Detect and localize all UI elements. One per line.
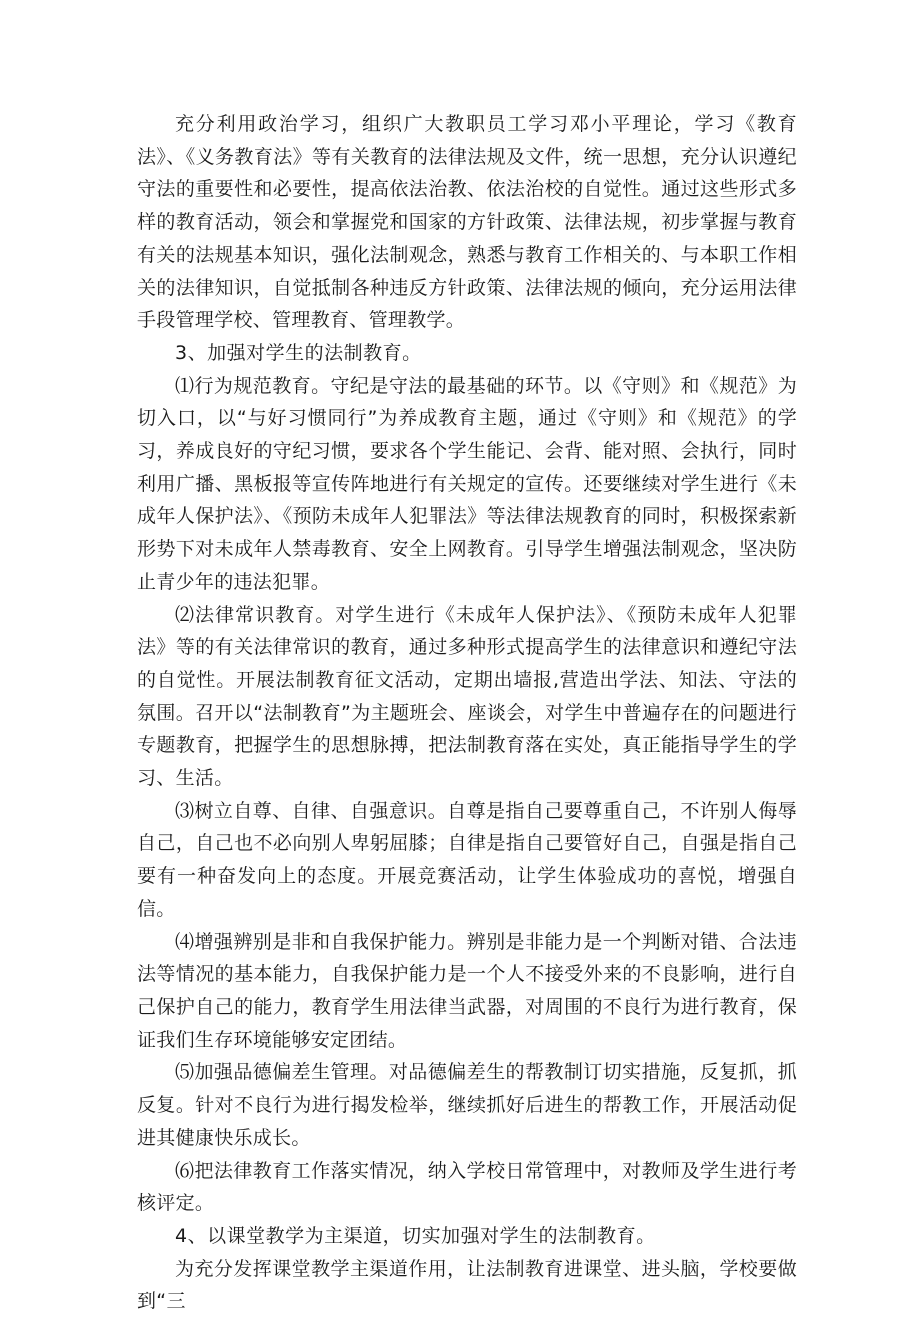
- heading-student-legal-education: 3、加强对学生的法制教育。: [175, 341, 422, 364]
- paragraph-behavior-norms: ⑴行为规范教育。守纪是守法的最基础的环节。以《守则》和《规范》为切入口，以“与好习惯同行”为养成教育主题，通过《守则》和《规范》的学习，养成良好的守纪习惯，要求各个学生能记、会背、能对照、会执行，同时利用广播、黑板报等宣传阵地进行有关规定的宣传。还要继续对学生进行《未成年人保护法》、《预防未成年人犯罪法》等法律法规教育的同时，积极探索新形势下对未成年人禁毒教育、安全上网教育。引导学生增强法制观念，坚决防止青少年的违法犯罪。: [137, 374, 797, 593]
- paragraph-study-policy: 充分利用政治学习，组织广大教职员工学习邓小平理论，学习《教育法》、《义务教育法》等有关教育的法律法规及文件，统一思想，充分认识遵纪守法的重要性和必要性，提高依法治教、依法治校的自觉性。通过这些形式多样的教育活动，领会和掌握党和国家的方针政策、法律法规，初步掌握与教育有关的法规基本知识，强化法制观念，熟悉与教育工作相关的、与本职工作相关的法律知识，自觉抵制各种违反方针政策、法律法规的倾向，充分运用法律手段管理学校、管理教育、管理教学。: [137, 113, 797, 332]
- paragraph-classroom-channel: 为充分发挥课堂教学主渠道作用，让法制教育进课堂、进头脑，学校要做到“三: [137, 1257, 797, 1313]
- paragraph-moral-guidance: ⑸加强品德偏差生管理。对品德偏差生的帮教制订切实措施，反复抓，抓反复。针对不良行为进行揭发检举，继续抓好后进生的帮教工作，开展活动促进其健康快乐成长。: [137, 1061, 797, 1149]
- paragraph-assessment: ⑹把法律教育工作落实情况，纳入学校日常管理中，对教师及学生进行考核评定。: [137, 1159, 797, 1215]
- heading-classroom-teaching: 4、以课堂教学为主渠道，切实加强对学生的法制教育。: [175, 1224, 656, 1247]
- document-body: [137, 108, 797, 1318]
- paragraph-self-respect: ⑶树立自尊、自律、自强意识。自尊是指自己要尊重自己，不许别人侮辱自己，自己也不必向别人卑躬屈膝；自律是指自己要管好自己，自强是指自己要有一种奋发向上的态度。开展竞赛活动，让学生体验成功的喜悦，增强自信。: [137, 799, 797, 920]
- paragraph-legal-knowledge: ⑵法律常识教育。对学生进行《未成年人保护法》、《预防未成年人犯罪法》等的有关法律常识的教育，通过多种形式提高学生的法律意识和遵纪守法的自觉性。开展法制教育征文活动，定期出墙报,营造出学法、知法、守法的氛围。召开以“法制教育”为主题班会、座谈会，对学生中普遍存在的问题进行专题教育，把握学生的思想脉搏，把法制教育落在实处，真正能指导学生的学习、生活。: [137, 603, 797, 790]
- paragraph-self-protection: ⑷增强辨别是非和自我保护能力。辨别是非能力是一个判断对错、合法违法等情况的基本能力，自我保护能力是一个人不接受外来的不良影响，进行自己保护自己的能力，教育学生用法律当武器，对周围的不良行为进行教育，保证我们生存环境能够安定团结。: [137, 930, 797, 1051]
